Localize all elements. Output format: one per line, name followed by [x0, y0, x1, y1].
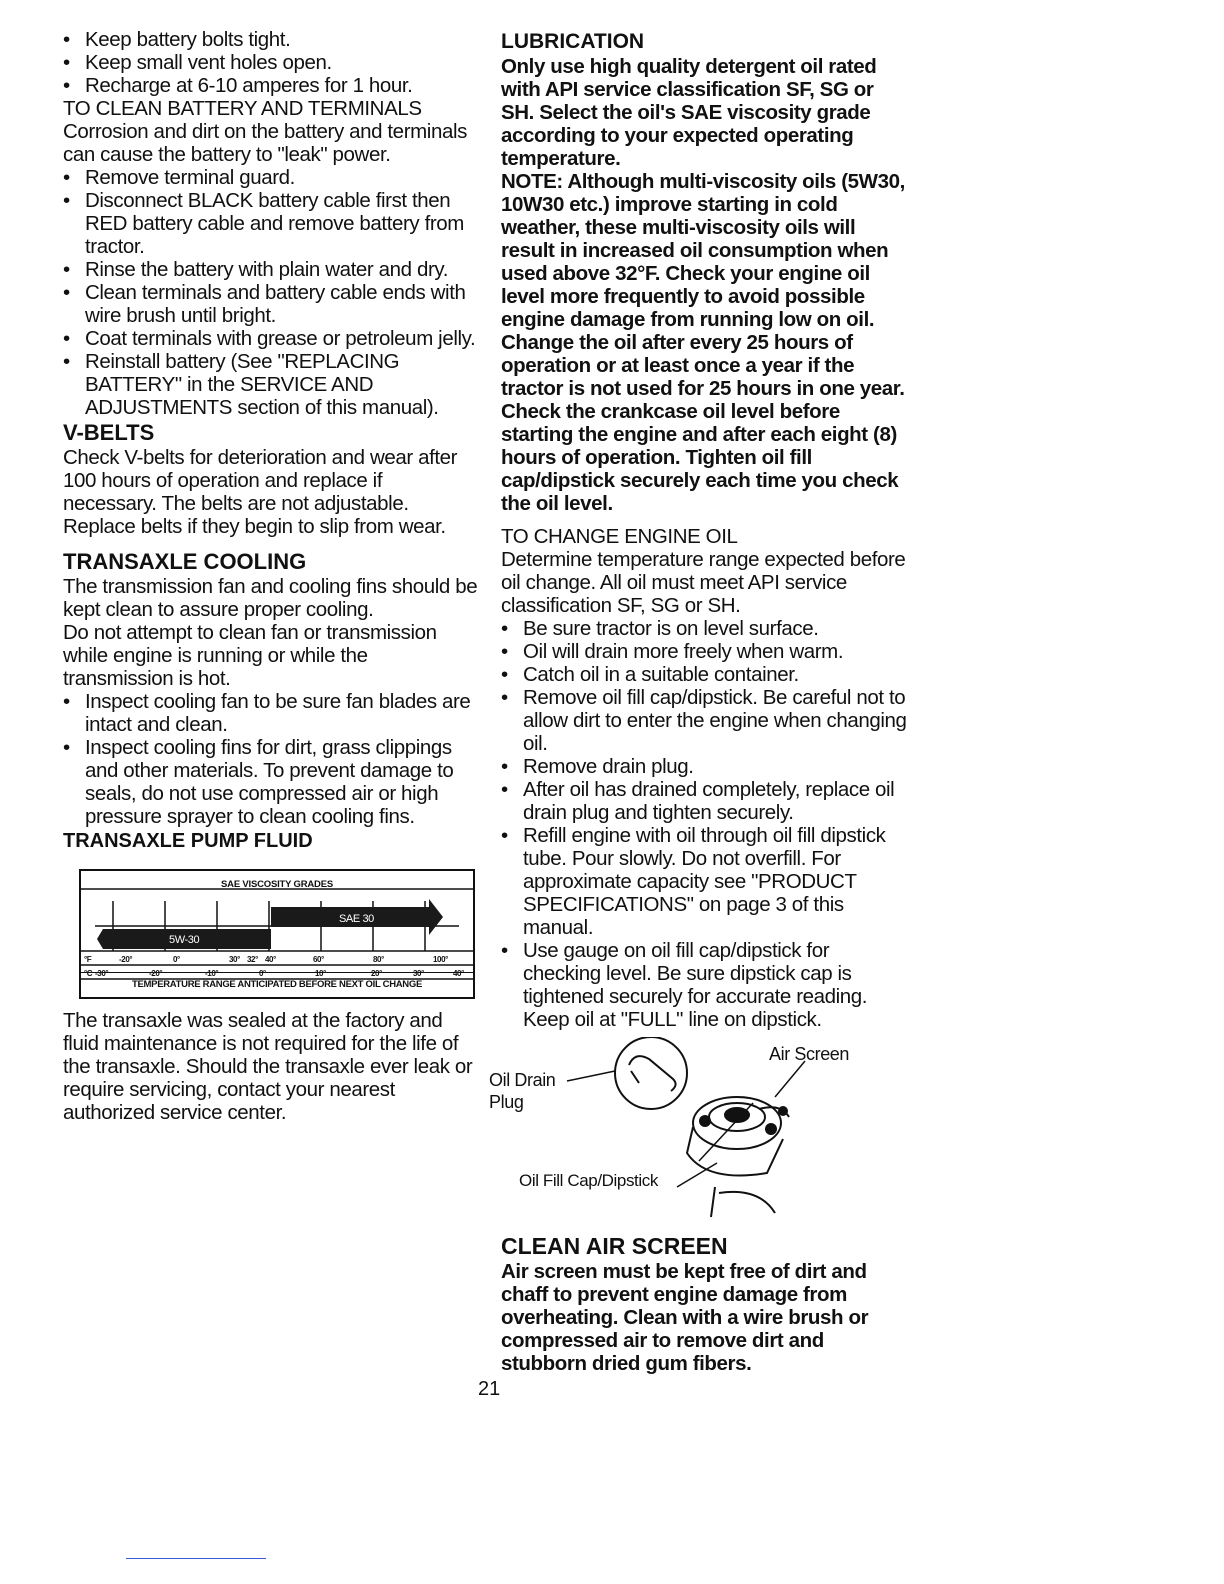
list-item: • Keep battery bolts tight.: [63, 28, 481, 51]
change-oil-intro: Determine temperature range expected before oil change. All oil must meet API service classification SF, SG or SH.: [501, 548, 906, 617]
list-item: • Inspect cooling fan to be sure fan blades are intact and clean.: [63, 690, 481, 736]
c-tick: -10°: [205, 969, 219, 978]
transaxle-cooling-list: [63, 690, 481, 828]
transaxle-cooling-heading: TRANSAXLE COOLING: [63, 549, 307, 574]
list-item: • Catch oil in a suitable container.: [501, 663, 911, 686]
list-item: • Remove oil fill cap/dipstick. Be careful not to allow dirt to enter the engine when changing oil.: [501, 686, 911, 755]
lubrication-text: Only use high quality detergent oil rated with API service classification SF, SG or SH. Select the oil's SAE viscosity grade according to your expected operating temperature.: [501, 55, 877, 170]
lubrication-heading: LUBRICATION: [501, 30, 645, 53]
clean-battery-steps: [63, 166, 481, 419]
air-screen-heading: CLEAN AIR SCREEN: [501, 1233, 728, 1259]
fahrenheit-unit: °F: [84, 955, 92, 964]
list-item: • Disconnect BLACK battery cable first then RED battery cable and remove battery from tractor.: [63, 189, 481, 258]
c-tick: 30°: [413, 969, 424, 978]
list-item: • Clean terminals and battery cable ends with wire brush until bright.: [63, 281, 481, 327]
oil-drain-label-line1: Oil Drain: [489, 1070, 556, 1090]
list-item: • Rinse the battery with plain water and dry.: [63, 258, 481, 281]
f-tick: 30°: [229, 955, 240, 964]
c-tick: 0°: [259, 969, 266, 978]
c-tick: 40°: [453, 969, 464, 978]
f-tick: 60°: [313, 955, 324, 964]
note-text: Although multi-viscosity oils (5W30, 10W30 etc.) improve starting in cold weather, these multi-viscosity oils will result in increased oil consumption when used above 32°F. Check your engine oil level more frequently to avoid possible engine damage from running low on oil.: [501, 170, 905, 331]
list-item: • Coat terminals with grease or petroleum jelly.: [63, 327, 481, 350]
transaxle-cooling-p2: Do not attempt to clean fan or transmission while engine is running or while the transmission is hot.: [63, 621, 437, 690]
clean-battery-heading: TO CLEAN BATTERY AND TERMINALS: [63, 97, 422, 120]
left-column: [63, 28, 481, 1124]
5w30-band-label: 5W-30: [169, 934, 200, 946]
vbelts-text: Check V-belts for deterioration and wear after 100 hours of operation and replace if necessary. The belts are not adjustable. Replace belts if they begin to slip from wear.: [63, 446, 458, 538]
list-item: • Keep small vent holes open.: [63, 51, 481, 74]
f-tick: 40°: [265, 955, 276, 964]
f-tick: 100°: [433, 955, 448, 964]
battery-care-list: [63, 28, 481, 97]
sae30-band-label: SAE 30: [339, 913, 374, 925]
list-item: • Recharge at 6-10 amperes for 1 hour.: [63, 74, 481, 97]
right-column: [489, 28, 911, 1375]
clean-battery-intro: Corrosion and dirt on the battery and terminals can cause the battery to "leak" power.: [63, 120, 467, 166]
air-screen-label: Air Screen: [769, 1044, 850, 1064]
transaxle-cooling-p1: The transmission fan and cooling fins should be kept clean to assure proper cooling.: [63, 575, 478, 621]
f-tick: 80°: [373, 955, 384, 964]
pump-fluid-heading: TRANSAXLE PUMP FLUID: [63, 830, 313, 852]
f-tick: 0°: [173, 955, 180, 964]
lubrication-note: [501, 170, 911, 331]
list-item: • Inspect cooling fins for dirt, grass clippings and other materials. To prevent damage to seals, do not use compressed air or high pressure sprayer to clean cooling fins.: [63, 736, 481, 828]
engine-oil-figure: [487, 1037, 911, 1223]
oil-fill-cap-label: Oil Fill Cap/Dipstick: [519, 1171, 658, 1190]
change-interval-text: Change the oil after every 25 hours of operation or at least once a year if the tractor is not used for 25 hours in one year.: [501, 331, 905, 400]
page-number: 21: [478, 1378, 501, 1400]
list-item: • Remove drain plug.: [501, 755, 911, 778]
note-label: NOTE:: [501, 170, 563, 193]
list-item: • After oil has drained completely, replace oil drain plug and tighten securely.: [501, 778, 911, 824]
oil-drain-label-line2: Plug: [489, 1092, 524, 1112]
f-tick: -20°: [119, 955, 133, 964]
list-item: • Refill engine with oil through oil fill dipstick tube. Pour slowly. Do not overfill. For approximate capacity see "PRODUCT SPECIFICATIONS" on page 3 of this manual.: [501, 824, 911, 939]
list-item: • Be sure tractor is on level surface.: [501, 617, 911, 640]
chart-footer: TEMPERATURE RANGE ANTICIPATED BEFORE NEXT OIL CHANGE: [81, 972, 473, 996]
c-tick: 10°: [315, 969, 326, 978]
change-oil-steps: [501, 617, 911, 1031]
list-item: • Oil will drain more freely when warm.: [501, 640, 911, 663]
pump-fluid-text: The transaxle was sealed at the factory and fluid maintenance is not required for the life of the transaxle. Should the transaxle ever leak or require servicing, contact your nearest authorized service center.: [63, 1009, 473, 1124]
c-tick: 20°: [371, 969, 382, 978]
sae-viscosity-chart: [79, 869, 475, 999]
list-item: • Remove terminal guard.: [63, 166, 481, 189]
chart-title: SAE VISCOSITY GRADES: [221, 879, 333, 890]
change-oil-heading: TO CHANGE ENGINE OIL: [501, 525, 738, 548]
list-item: • Reinstall battery (See "REPLACING BATTERY" in the SERVICE AND ADJUSTMENTS section of this manual).: [63, 350, 481, 419]
air-screen-text: Air screen must be kept free of dirt and chaff to prevent engine damage from overheating. Clean with a wire brush or compressed air to remove dirt and stubborn dried gum fibers.: [501, 1260, 869, 1375]
check-level-text: Check the crankcase oil level before starting the engine and after each eight (8) hours of operation. Tighten oil fill cap/dipstick securely each time you check the oil level.: [501, 400, 899, 515]
vbelts-heading: V-BELTS: [63, 420, 155, 445]
list-item: • Use gauge on oil fill cap/dipstick for checking level. Be sure dipstick cap is tightened securely for accurate reading. Keep oil at "FULL" line on dipstick.: [501, 939, 911, 1031]
f-tick: 32°: [247, 955, 258, 964]
footer-rule: [126, 1558, 266, 1559]
c-tick: -20°: [149, 969, 163, 978]
c-tick: -30°: [95, 969, 109, 978]
celsius-unit: °C: [84, 969, 93, 978]
